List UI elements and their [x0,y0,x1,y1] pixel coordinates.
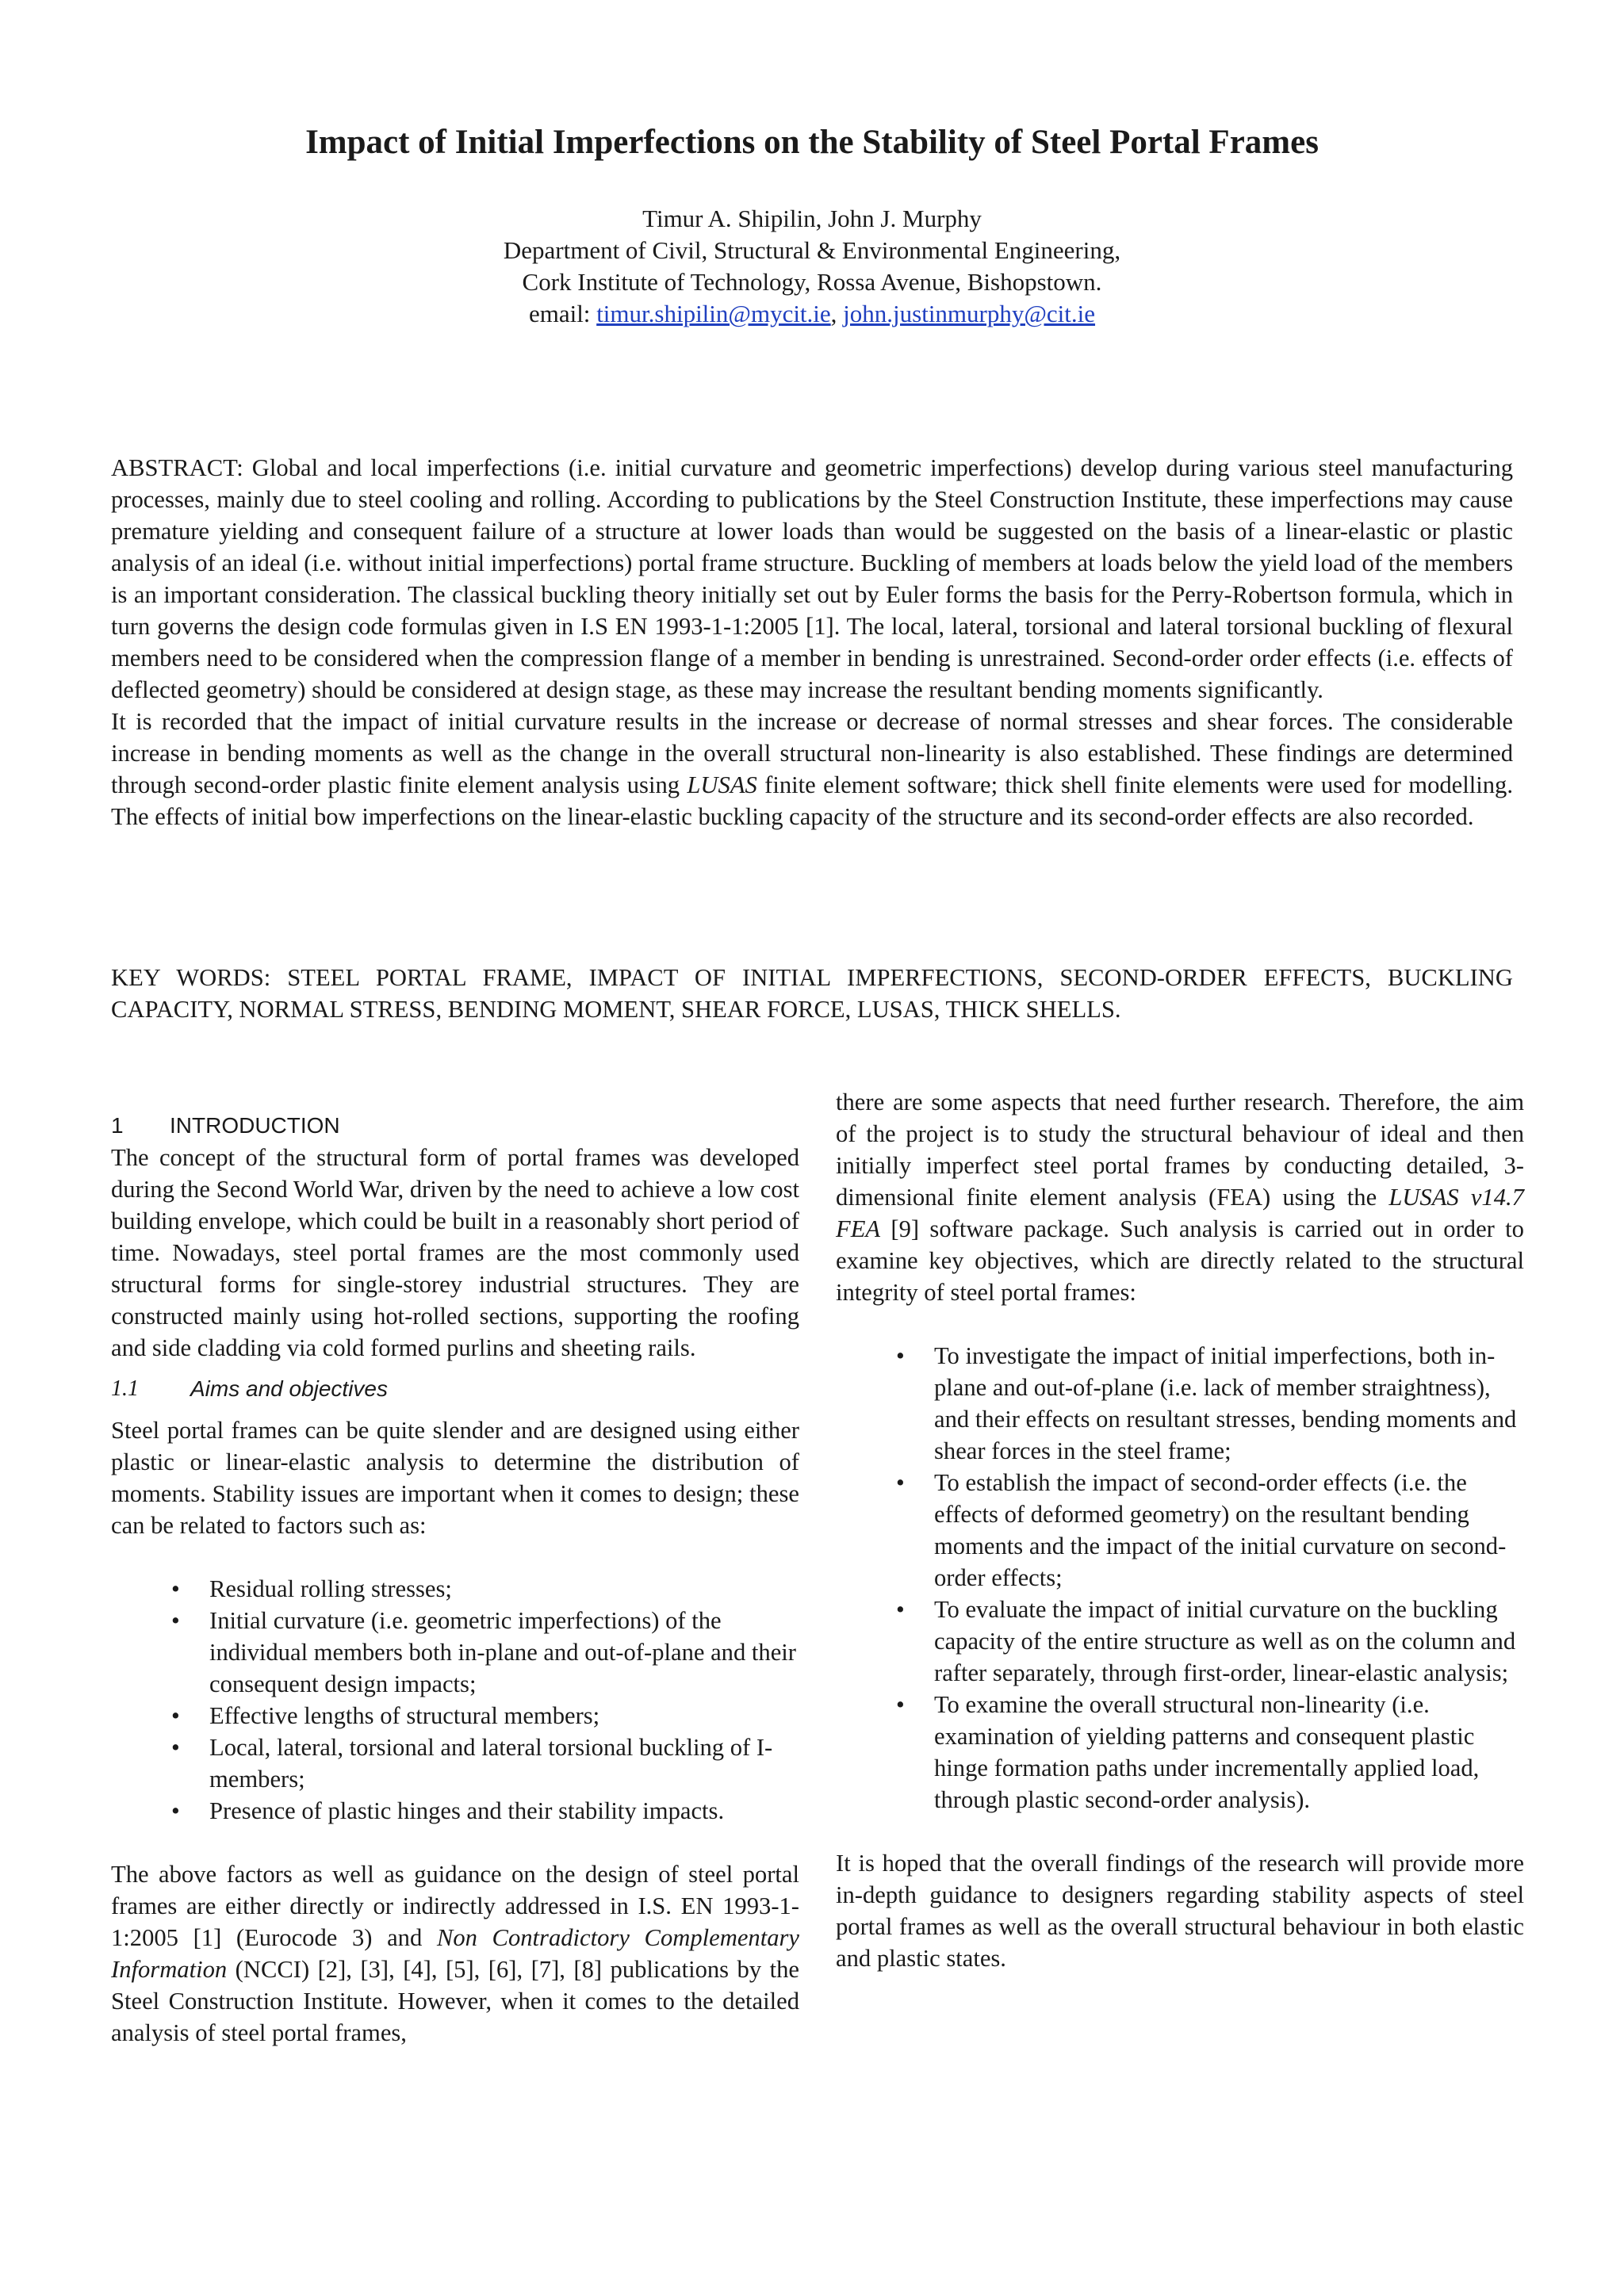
list-item: • Presence of plastic hinges and their stability impacts. [111,1795,799,1827]
subsection-title: Aims and objectives [190,1376,389,1401]
subsection-heading-aims [111,1373,799,1405]
aims-paragraph: Steel portal frames can be quite slender and are designed using either plastic or linear-elastic analysis to determine the distribution of moments. Stability issues are important when it comes to design; these can be related to factors such as: [111,1417,799,1539]
bullet-icon: • [896,1596,905,1623]
abstract [111,452,1513,832]
list-item: • Initial curvature (i.e. geometric imperfections) of the individual members both in-plane and out-of-plane and their consequent design impacts; [111,1605,799,1700]
subsection-number: 1.1 [111,1376,139,1401]
guidance-paragraph-start: The above factors as well as guidance on the design of steel portal frames are either directly or indirectly addressed in I.S. EN 1993-1-1:2005 [1] (Eurocode 3) and Non Contradictory Complementary Information (NCCI) [2], [3], [4], [5], [6], [7], [8] publications by the Steel Construction Institute. However, when it comes to the detailed analysis of steel portal frames, [111,1861,799,2046]
section-number: 1 [111,1113,124,1138]
list-item: • To evaluate the impact of initial curvature on the buckling capacity of the entire structure as well as on the column and rafter separately, through first-order, linear-elastic analysis; [836,1594,1524,1689]
list-item: • Residual rolling stresses; [111,1573,799,1605]
bullet-icon: • [171,1575,180,1602]
introduction-paragraph: The concept of the structural form of portal frames was developed during the Second World War, driven by the need to achieve a low cost building envelope, which could be built in a reasonably short period of time. Nowadays, steel portal frames are the most commonly used structural forms for single-storey industrial structures. They are constructed mainly using hot-rolled sections, supporting the roofing and side cladding via cold formed purlins and sheeting rails. [111,1144,799,1361]
bullet-icon: • [171,1607,180,1634]
abstract-text: finite element software; thick shell finite elements were used for modelling. The effects of initial bow imperfections on the linear-elastic buckling capacity of the structure and its second-order effects are also recorded. [111,771,1514,830]
section-heading-introduction [111,1110,799,1142]
author-emails [111,298,1513,330]
bullet-icon: • [171,1734,180,1761]
bullet-icon: • [896,1691,905,1718]
closing-paragraph: It is hoped that the overall findings of the research will provide more in-depth guidance to designers regarding stability aspects of steel portal frames as well as the overall structural behaviour in both elastic and plastic states. [836,1850,1524,1972]
software-name: LUSAS v14.7 FEA [836,1184,1524,1242]
keywords [111,962,1513,1025]
abstract-software-name: LUSAS [687,771,757,798]
list-item: • To investigate the impact of initial imperfections, both in-plane and out-of-plane (i.e. lack of member straightness), and their effects on resultant stresses, bending moments and shear forces in the steel frame; [836,1340,1524,1467]
abstract-paragraph-2 [111,706,1513,832]
email-label: email: [528,300,591,327]
bullet-icon: • [171,1797,180,1824]
right-column [836,1086,1524,1974]
objectives-list [836,1340,1524,1816]
list-item: • To examine the overall structural non-linearity (i.e. examination of yielding patterns and consequent plastic hinge formation paths under incrementally applied load, through plastic second-order analysis). [836,1689,1524,1816]
paper-title: Impact of Initial Imperfections on the Stability of Steel Portal Frames [305,124,1319,161]
bullet-icon: • [896,1469,905,1496]
stability-factors-list [111,1573,799,1827]
keywords-text: KEY WORDS: STEEL PORTAL FRAME, IMPACT OF INITIAL IMPERFECTIONS, SECOND-ORDER EFFECTS, BUCKLING CAPACITY, NORMAL STRESS, BENDING MOMENT, SHEAR FORCE, LUSAS, THICK SHELLS. [111,964,1513,1023]
ncci-title: Non Contradictory Complementary Information [111,1924,799,1983]
abstract-paragraph-1: ABSTRACT: Global and local imperfections (i.e. initial curvature and geometric imperfections) develop during various steel manufacturing processes, mainly due to steel cooling and rolling. According to publications by the Steel Construction Institute, these imperfections may cause premature yielding and consequent failure of a structure at lower loads than would be suggested on the basis of a linear-elastic or plastic analysis of an ideal (i.e. without initial imperfections) portal frame structure. Buckling of members at loads below the yield load of the members is an important consideration. The classical buckling theory initially set out by Euler forms the basis for the Perry-Robertson formula, which in turn governs the design code formulas given in I.S EN 1993-1-1:2005 [1]. The local, lateral, torsional and lateral torsional buckling of flexural members need to be considered when the compression flange of a member in bending is unrestrained. Second-order order effects (i.e. effects of deflected geometry) should be considered at design stage, as these may increase the resultant bending moments significantly. [111,454,1513,703]
email-link-murphy[interactable]: john.justinmurphy@cit.ie [843,300,1096,327]
author-department: Department of Civil, Structural & Environmental Engineering, [503,236,1121,264]
abstract-text: It is recorded that the impact of initial curvature results in the increase or decrease of normal stresses and shear forces. The considerable increase in bending moments as well as the change in the overall structural non-linearity is also established. These findings are determined through second-order plastic finite element analysis using [111,708,1513,798]
section-title: INTRODUCTION [170,1113,340,1138]
guidance-paragraph-continued: there are some aspects that need further research. Therefore, the aim of the project is to study the structural behaviour of ideal and then initially imperfect steel portal frames by conducting detailed, 3-dimensional finite element analysis (FEA) using the LUSAS v14.7 FEA [9] software package. Such analysis is carried out in order to examine key objectives, which are directly related to the structural integrity of steel portal frames: [836,1089,1524,1306]
list-item: • Effective lengths of structural members; [111,1700,799,1732]
email-link-shipilin[interactable]: timur.shipilin@mycit.ie [596,300,831,327]
left-column [111,1086,799,2049]
list-item: • To establish the impact of second-order effects (i.e. the effects of deformed geometry) on the resultant bending moments and the impact of the initial curvature on second-order effects; [836,1467,1524,1594]
email-separator: , [830,300,837,327]
author-institution: Cork Institute of Technology, Rossa Avenue, Bishopstown. [522,268,1102,296]
author-names: Timur A. Shipilin, John J. Murphy [642,205,982,232]
author-block [111,203,1513,330]
bullet-icon: • [171,1702,180,1729]
bullet-icon: • [896,1342,905,1369]
guidance-text-left: (NCCI) [2], [3], [4], [5], [6], [7], [8] publications by the Steel Construction Institute. However, when it comes to the detailed analysis of steel portal frames, [111,1956,799,2046]
guidance-text-right: there are some aspects that need further research. Therefore, the aim of the project is to study the structural behaviour of ideal and then initially imperfect steel portal frames by conducting detailed, 3-dimensional finite element analysis (FEA) using the [836,1089,1524,1211]
list-item: • Local, lateral, torsional and lateral torsional buckling of I-members; [111,1732,799,1795]
